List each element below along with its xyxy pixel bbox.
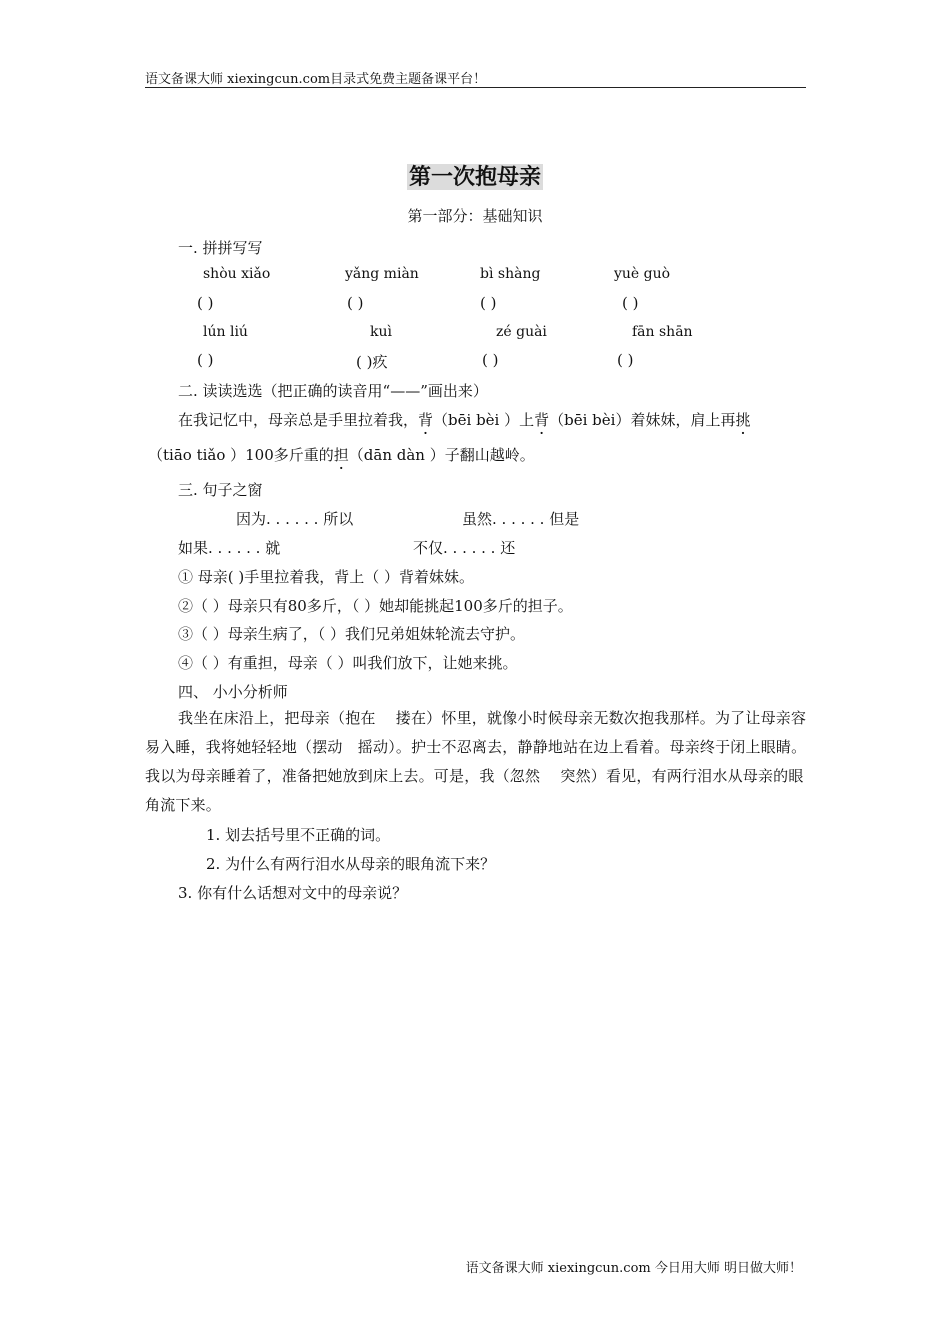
text: （bēi bèi）着妹妹，肩上再	[549, 411, 736, 429]
document-title	[0, 160, 950, 191]
dotted-char: 担	[333, 446, 349, 464]
conjunction-pair: 如果. . . . . . 就	[178, 539, 281, 557]
header-rule	[145, 87, 806, 88]
pinyin-3: bì shàng	[480, 266, 541, 282]
text: （bēi bèi ）上	[433, 411, 535, 429]
section1-heading: 一. 拼拼写写	[178, 239, 263, 257]
answer-blank: ( )	[622, 294, 639, 312]
page-footer: 语文备课大师 xiexingcun.com 今日用大师 明日做大师！	[465, 1261, 802, 1276]
reading-line-2	[148, 444, 535, 465]
answer-blank: ( )	[197, 294, 214, 312]
dotted-char: 背	[418, 411, 434, 429]
answer-blank-short	[356, 351, 388, 372]
page-header: 语文备课大师 xiexingcun.com目录式免费主题备课平台！	[145, 72, 487, 87]
document-subtitle: 第一部分：基础知识	[407, 207, 543, 225]
pinyin-4: yuè guò	[614, 266, 671, 282]
pinyin-5: lún liú	[203, 324, 248, 340]
answer-blank: ( )	[617, 351, 634, 369]
section2-heading: 二. 读读选选（把正确的读音用“——”画出来）	[178, 382, 488, 400]
text: 在我记忆中，母亲总是手里拉着我，	[178, 411, 419, 429]
question-3: 3. 你有什么话想对文中的母亲说？	[178, 884, 408, 902]
answer-blank: ( )	[482, 351, 499, 369]
sentence-2: ②（ ）母亲只有80多斤，（ ）她却能挑起100多斤的担子。	[178, 597, 573, 615]
pinyin-2: yǎng miàn	[345, 266, 419, 282]
reading-line-1	[178, 409, 750, 430]
question-2: 2. 为什么有两行泪水从母亲的眼角流下来？	[206, 855, 496, 873]
conjunction-pair: 不仅. . . . . . 还	[413, 539, 516, 557]
conjunction-pair: 虽然. . . . . . 但是	[462, 510, 580, 528]
answer-blank: ( )	[347, 294, 364, 312]
dotted-char: 挑	[735, 411, 751, 429]
text: （tiāo tiǎo ）100多斤重的	[148, 446, 334, 464]
document-title-text: 第一次抱母亲	[408, 164, 541, 190]
section3-heading: 三. 句子之窗	[178, 481, 263, 499]
pinyin-1: shòu xiǎo	[203, 266, 271, 282]
pinyin-8: fān shān	[632, 324, 693, 340]
conjunction-pair: 因为. . . . . . 所以	[236, 510, 354, 528]
sentence-4: ④（ ）有重担，母亲（ ）叫我们放下，让她来挑。	[178, 654, 518, 672]
text: （dān dàn ）子翻山越岭。	[348, 446, 535, 464]
dotted-char: 背	[534, 411, 550, 429]
suffix-char: 疚	[372, 353, 388, 371]
answer-blank: ( )	[480, 294, 497, 312]
question-1: 1. 划去括号里不正确的词。	[206, 826, 391, 844]
paren: ( )	[356, 353, 373, 371]
answer-blank: ( )	[197, 351, 214, 369]
pinyin-7: zé guài	[496, 324, 547, 340]
analysis-paragraph: 我坐在床沿上，把母亲（抱在 搂在）怀里，就像小时候母亲无数次抱我那样。为了让母亲容易入睡，我将她轻轻地（摆动 摇动）。护士不忍离去，静静地站在边上看着。母亲终于闭上眼睛。我以为母亲睡着了，准备把她放到床上去。可是，我（忽然 突然）看见，有两行泪水从母亲的眼角流下来。	[145, 709, 807, 814]
pinyin-6: kuì	[370, 324, 392, 340]
sentence-3: ③（ ）母亲生病了，（ ）我们兄弟姐妹轮流去守护。	[178, 625, 526, 643]
section4-heading: 四、 小小分析师	[178, 683, 288, 701]
sentence-1: ① 母亲( )手里拉着我，背上（ ）背着妹妹。	[178, 568, 475, 586]
